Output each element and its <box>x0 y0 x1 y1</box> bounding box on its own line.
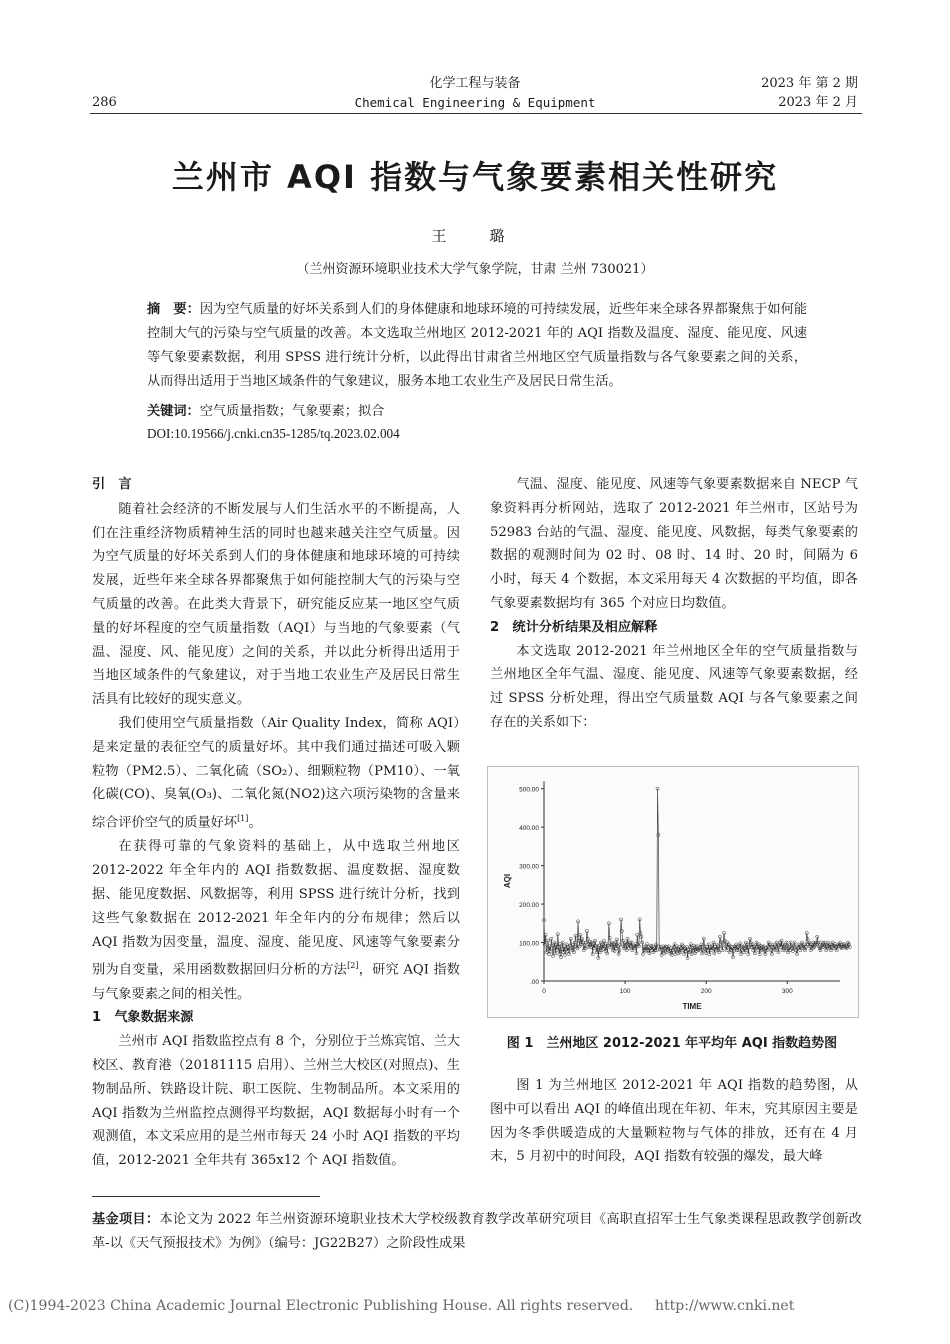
header-journal-en: Chemical Engineering & Equipment <box>354 95 596 110</box>
figure-1-chart <box>487 766 859 1018</box>
y-tick-label: 100.00 <box>519 940 539 948</box>
footnote-label: 基金项目： <box>92 1212 160 1227</box>
x-tick-label: 0 <box>542 988 546 995</box>
footnote <box>92 1208 862 1256</box>
keywords <box>147 400 807 424</box>
x-axis-label: TIME <box>682 1002 702 1011</box>
section-2-heading: 2 统计分析结果及相应解释 <box>490 619 658 635</box>
y-tick-label: .00 <box>529 979 539 986</box>
intro-paragraph-2 <box>92 712 460 835</box>
header-page-number: 286 <box>92 95 117 110</box>
right-paragraph-2: 本文选取 2012-2021 年兰州地区全年的空气质量指数与兰州地区全年气温、湿度、能见度、风速等气象要素数据，经过 SPSS 分析处理，得出空气质量数 AQI 与各气象要素之间存在的关系如下： <box>490 643 858 730</box>
intro-p3-end: ，研究 AQI 指数与气象要素之间的相关性。 <box>92 962 460 1002</box>
right-column-top <box>490 473 858 735</box>
copyright-notice: (C)1994-2023 China Academic Journal Electronic Publishing House. All rights reserved. <box>8 1298 634 1314</box>
left-column <box>92 473 460 1173</box>
intro-paragraph-1: 随着社会经济的不断发展与人们生活水平的不断提高，人们在注重经济物质精神生活的同时也越来越关注空气质量。因为空气质量的好坏关系到人们的身体健康和地球环境的可持续发展，近些年来全球各界都聚焦于如何能控制大气的污染与空气质量的改善。在此类大背景下，研究能反应某一地区空气质量的好坏程度的空气质量指数（AQI）与当地的气象要素（气温、湿度、风、能见度）之间的关系，并以此分析得出适用于当地区域条件的气象建议，对于当地工农业生产及居民日常生活具有比较好的现实意义。 <box>92 501 460 708</box>
right-paragraph-1: 气温、湿度、能见度、风速等气象要素数据来自 NECP 气象资料再分析网站，选取了 2012-2021 年兰州市，区站号为 52983 台站的气温、湿度、能见度、风数据，每类气象要素的数据的观测时间为 02 时、08 时、14 时、20 时，间隔为 6 小时，每天 4 个数据，本文采用每天 4 次数据的平均值，即各气象要素数据均有 365 个对应日均数值。 <box>490 477 858 611</box>
doi: DOI:10.19566/j.cnki.cn35-1285/tq.2023.02.004 <box>147 426 400 441</box>
figure-1-caption: 图 1 兰州地区 2012-2021 年平均年 AQI 指数趋势图 <box>506 1036 838 1051</box>
article-title: 兰州市 AQI 指数与气象要素相关性研究 <box>171 158 779 196</box>
section-1-paragraph: 兰州市 AQI 指数监控点有 8 个，分别位于兰炼宾馆、兰大校区、教育港（20181115 启用）、兰州兰大校区(对照点)、生物制品所、铁路设计院、职工医院、生物制品所。本文采用的 AQI 指数为兰州监控点测得平均数据，AQI 数据每小时有一个观测值，本文采应用的是兰州市每天 24 小时 AQI 指数的平均值，2012-2021 全年共有 365x12 个 AQI 指数值。 <box>92 1034 460 1169</box>
header-rule <box>90 113 862 114</box>
intro-p3-text: 在获得可靠的气象资料的基础上，从中选取兰州地区 2012-2022 年全年内的 AQI 指数数据、温度数据、湿度数据、能见度数据、风数据等，利用 SPSS 进行统计分析，找到这些气象数据在 2012-2021 年全年内的分布规律；然后以 AQI 指数为因变量，温度、湿度、能见度、风速等气象要素分别为自变量，采用函数数据回归分析的方法 <box>92 839 460 978</box>
article-author: 王 璐 <box>431 227 519 245</box>
series-line-aqi <box>544 789 850 958</box>
ref-2: [2] <box>347 961 359 971</box>
header-date: 2023 年 2 月 <box>778 95 858 110</box>
x-tick-label: 100 <box>619 988 631 995</box>
right-paragraph-3: 图 1 为兰州地区 2012-2021 年 AQI 指数的趋势图，从图中可以看出 AQI 的峰值出现在年初、年末，究其原因主要是因为冬季供暖造成的大量颗粒物与气体的排放，还有在 4 月末，5 月初中的时间段，AQI 指数有较强的爆发，最大峰 <box>490 1078 858 1165</box>
abstract-text: 因为空气质量的好坏关系到人们的身体健康和地球环境的可持续发展，近些年来全球各界都聚焦于如何能控制大气的污染与空气质量的改善。本文选取兰州地区 2012-2021 年的 AQI 指数及温度、湿度、能见度、风速等气象要素数据，利用 SPSS 进行统计分析，以此得出甘肃省兰州地区空气质量指数与各气象要素之间的关系，从而得出适用于当地区域条件的气象建议，服务本地工农业生产及居民日常生活。 <box>147 302 808 389</box>
aqi-trend-chart <box>488 767 858 1017</box>
y-axis-label: AQI <box>503 873 512 889</box>
intro-p2-text: 我们使用空气质量指数（Air Quality Index，简称 AQI）是来定量的表征空气的质量好坏。其中我们通过描述可吸入颗粒物（PM2.5）、二氧化硫（SO₂）、细颗粒物（PM10）、一氧化碳(CO)、臭氧(O₃)、二氧化氮(NO2)这六项污染物的含量来综合评价空气的质量好坏 <box>92 715 460 831</box>
y-tick-label: 500.00 <box>519 786 539 794</box>
intro-p2-end: 。 <box>248 815 262 831</box>
x-tick-label: 300 <box>781 988 793 995</box>
article-affiliation: （兰州资源环境职业技术大学气象学院，甘肃 兰州 730021） <box>296 262 654 277</box>
intro-heading: 引 言 <box>92 477 132 492</box>
abstract-label: 摘 要： <box>147 302 200 317</box>
right-column-bottom <box>490 1074 858 1169</box>
y-tick-label: 300.00 <box>519 863 539 871</box>
footnote-rule <box>92 1196 320 1197</box>
footnote-text: 本论文为 2022 年兰州资源环境职业技术大学校级教育教学改革研究项目《高职直招军士生气象类课程思政教学创新改革-以《天气预报技术》为例》（编号：JG22B27）之阶段性成果 <box>92 1212 862 1251</box>
keywords-text: 空气质量指数；气象要素；拟合 <box>199 404 385 419</box>
x-tick-label: 200 <box>700 988 712 995</box>
keywords-label: 关键词： <box>147 404 200 419</box>
intro-paragraph-3 <box>92 835 460 1006</box>
section-1-heading: 1 气象数据来源 <box>92 1010 194 1026</box>
header-issue: 2023 年 第 2 期 <box>761 76 858 91</box>
header-journal-cn: 化学工程与装备 <box>429 76 521 91</box>
y-tick-label: 400.00 <box>519 825 539 833</box>
y-tick-label: 200.00 <box>519 902 539 910</box>
ref-1: [1] <box>237 814 249 824</box>
abstract <box>147 298 807 394</box>
copyright-url[interactable]: http://www.cnki.net <box>655 1298 795 1314</box>
